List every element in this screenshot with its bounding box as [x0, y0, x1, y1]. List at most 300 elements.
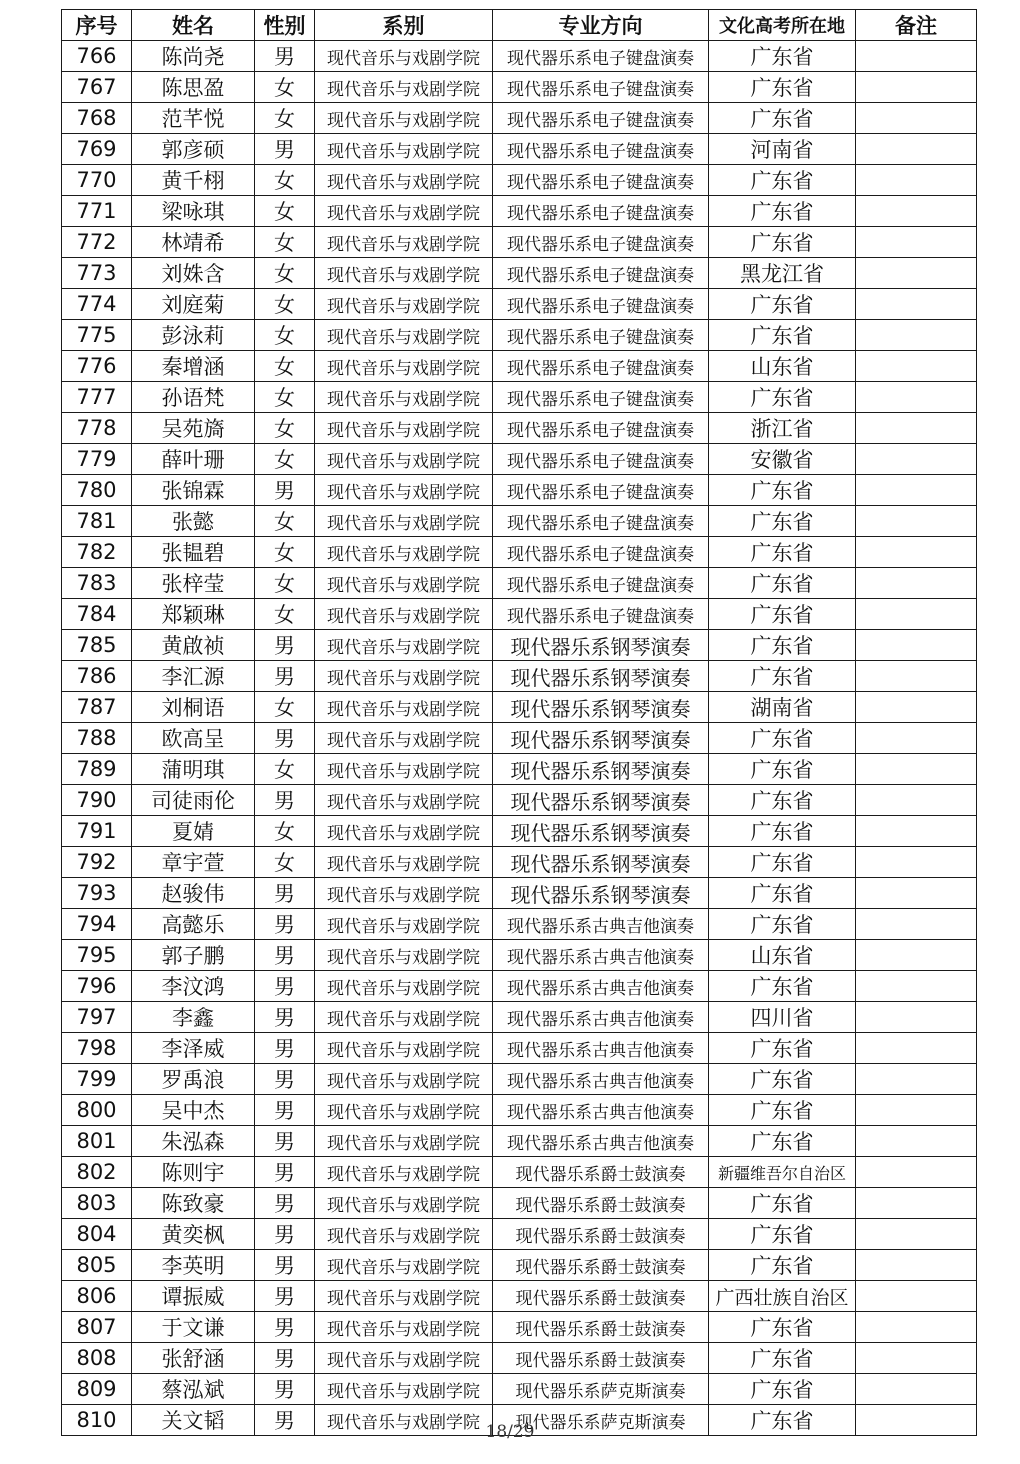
cell-major: 现代器乐系钢琴演奏	[493, 878, 709, 909]
cell-no: 784	[62, 599, 132, 630]
cell-name: 彭泳莉	[132, 320, 255, 351]
cell-no: 799	[62, 1064, 132, 1095]
table-row	[62, 351, 977, 382]
cell-major: 现代器乐系钢琴演奏	[493, 630, 709, 661]
cell-remark	[856, 1374, 977, 1405]
cell-name: 吴苑旖	[132, 413, 255, 444]
cell-region: 新疆维吾尔自治区	[709, 1157, 856, 1188]
cell-dept: 现代音乐与戏剧学院	[315, 196, 493, 227]
cell-name: 梁咏琪	[132, 196, 255, 227]
cell-gender: 男	[255, 723, 315, 754]
cell-dept: 现代音乐与戏剧学院	[315, 320, 493, 351]
cell-dept: 现代音乐与戏剧学院	[315, 723, 493, 754]
cell-gender: 男	[255, 909, 315, 940]
cell-gender: 男	[255, 630, 315, 661]
cell-name: 蒲明琪	[132, 754, 255, 785]
cell-dept: 现代音乐与戏剧学院	[315, 134, 493, 165]
cell-gender: 男	[255, 134, 315, 165]
cell-gender: 女	[255, 692, 315, 723]
cell-dept: 现代音乐与戏剧学院	[315, 816, 493, 847]
cell-gender: 男	[255, 1033, 315, 1064]
cell-dept: 现代音乐与戏剧学院	[315, 1126, 493, 1157]
table-row	[62, 661, 977, 692]
cell-region: 广东省	[709, 227, 856, 258]
cell-major: 现代器乐系萨克斯演奏	[493, 1374, 709, 1405]
cell-no: 775	[62, 320, 132, 351]
cell-region: 广西壮族自治区	[709, 1281, 856, 1312]
cell-dept: 现代音乐与戏剧学院	[315, 630, 493, 661]
cell-major: 现代器乐系古典吉他演奏	[493, 1064, 709, 1095]
cell-name: 张舒涵	[132, 1343, 255, 1374]
table-row	[62, 1343, 977, 1374]
cell-no: 766	[62, 41, 132, 72]
cell-name: 高懿乐	[132, 909, 255, 940]
cell-major: 现代器乐系电子键盘演奏	[493, 258, 709, 289]
table-row	[62, 1095, 977, 1126]
cell-name: 张韫碧	[132, 537, 255, 568]
cell-no: 806	[62, 1281, 132, 1312]
cell-gender: 女	[255, 289, 315, 320]
cell-remark	[856, 909, 977, 940]
cell-remark	[856, 537, 977, 568]
cell-remark	[856, 382, 977, 413]
cell-remark	[856, 630, 977, 661]
cell-region: 广东省	[709, 1343, 856, 1374]
cell-region: 湖南省	[709, 692, 856, 723]
cell-region: 广东省	[709, 1126, 856, 1157]
cell-dept: 现代音乐与戏剧学院	[315, 1188, 493, 1219]
cell-no: 793	[62, 878, 132, 909]
table-row	[62, 909, 977, 940]
cell-no: 786	[62, 661, 132, 692]
cell-dept: 现代音乐与戏剧学院	[315, 661, 493, 692]
cell-remark	[856, 692, 977, 723]
cell-major: 现代器乐系古典吉他演奏	[493, 971, 709, 1002]
cell-dept: 现代音乐与戏剧学院	[315, 537, 493, 568]
cell-dept: 现代音乐与戏剧学院	[315, 1281, 493, 1312]
table-row	[62, 1250, 977, 1281]
cell-gender: 女	[255, 320, 315, 351]
cell-gender: 男	[255, 1405, 315, 1436]
cell-name: 孙语梵	[132, 382, 255, 413]
table-row	[62, 1033, 977, 1064]
cell-region: 浙江省	[709, 413, 856, 444]
header-remark: 备注	[856, 10, 977, 41]
cell-region: 广东省	[709, 1312, 856, 1343]
cell-remark	[856, 599, 977, 630]
table-row	[62, 723, 977, 754]
table-row	[62, 258, 977, 289]
cell-region: 广东省	[709, 165, 856, 196]
cell-dept: 现代音乐与戏剧学院	[315, 1064, 493, 1095]
cell-name: 张梓莹	[132, 568, 255, 599]
cell-name: 张懿	[132, 506, 255, 537]
cell-remark	[856, 568, 977, 599]
cell-remark	[856, 475, 977, 506]
cell-name: 夏婧	[132, 816, 255, 847]
cell-major: 现代器乐系钢琴演奏	[493, 754, 709, 785]
cell-major: 现代器乐系电子键盘演奏	[493, 72, 709, 103]
cell-name: 李鑫	[132, 1002, 255, 1033]
cell-no: 792	[62, 847, 132, 878]
cell-name: 郭子鹏	[132, 940, 255, 971]
cell-dept: 现代音乐与戏剧学院	[315, 1095, 493, 1126]
table-row	[62, 1064, 977, 1095]
cell-dept: 现代音乐与戏剧学院	[315, 878, 493, 909]
table-row	[62, 196, 977, 227]
cell-major: 现代器乐系电子键盘演奏	[493, 103, 709, 134]
cell-remark	[856, 1095, 977, 1126]
table-row	[62, 1126, 977, 1157]
cell-name: 范芊悦	[132, 103, 255, 134]
cell-major: 现代器乐系电子键盘演奏	[493, 506, 709, 537]
cell-name: 关文韬	[132, 1405, 255, 1436]
cell-region: 广东省	[709, 1405, 856, 1436]
cell-name: 陈思盈	[132, 72, 255, 103]
cell-no: 804	[62, 1219, 132, 1250]
cell-name: 黄奕枫	[132, 1219, 255, 1250]
cell-remark	[856, 1343, 977, 1374]
cell-major: 现代器乐系萨克斯演奏	[493, 1405, 709, 1436]
table-row	[62, 1188, 977, 1219]
cell-region: 广东省	[709, 909, 856, 940]
cell-gender: 女	[255, 227, 315, 258]
cell-remark	[856, 444, 977, 475]
cell-dept: 现代音乐与戏剧学院	[315, 103, 493, 134]
cell-gender: 男	[255, 1126, 315, 1157]
cell-remark	[856, 196, 977, 227]
cell-no: 768	[62, 103, 132, 134]
cell-region: 广东省	[709, 754, 856, 785]
cell-remark	[856, 1033, 977, 1064]
header-dept: 系别	[315, 10, 493, 41]
cell-name: 黄千栩	[132, 165, 255, 196]
cell-major: 现代器乐系爵士鼓演奏	[493, 1219, 709, 1250]
cell-major: 现代器乐系电子键盘演奏	[493, 320, 709, 351]
cell-name: 陈尚尧	[132, 41, 255, 72]
cell-major: 现代器乐系爵士鼓演奏	[493, 1157, 709, 1188]
cell-region: 广东省	[709, 196, 856, 227]
cell-dept: 现代音乐与戏剧学院	[315, 41, 493, 72]
cell-region: 广东省	[709, 289, 856, 320]
cell-major: 现代器乐系电子键盘演奏	[493, 289, 709, 320]
cell-no: 810	[62, 1405, 132, 1436]
cell-region: 广东省	[709, 568, 856, 599]
cell-remark	[856, 320, 977, 351]
cell-name: 李汇源	[132, 661, 255, 692]
cell-name: 刘庭菊	[132, 289, 255, 320]
cell-dept: 现代音乐与戏剧学院	[315, 1157, 493, 1188]
cell-gender: 女	[255, 413, 315, 444]
cell-name: 朱泓森	[132, 1126, 255, 1157]
cell-remark	[856, 134, 977, 165]
cell-dept: 现代音乐与戏剧学院	[315, 475, 493, 506]
table-row	[62, 1281, 977, 1312]
cell-remark	[856, 971, 977, 1002]
cell-dept: 现代音乐与戏剧学院	[315, 785, 493, 816]
cell-region: 广东省	[709, 847, 856, 878]
cell-dept: 现代音乐与戏剧学院	[315, 847, 493, 878]
cell-no: 774	[62, 289, 132, 320]
cell-major: 现代器乐系电子键盘演奏	[493, 196, 709, 227]
cell-remark	[856, 847, 977, 878]
cell-name: 陈则宇	[132, 1157, 255, 1188]
roster-table	[61, 9, 977, 1436]
cell-gender: 男	[255, 1188, 315, 1219]
cell-remark	[856, 878, 977, 909]
cell-gender: 男	[255, 1002, 315, 1033]
cell-dept: 现代音乐与戏剧学院	[315, 1405, 493, 1436]
cell-remark	[856, 1250, 977, 1281]
cell-remark	[856, 1281, 977, 1312]
cell-gender: 男	[255, 1095, 315, 1126]
cell-major: 现代器乐系爵士鼓演奏	[493, 1281, 709, 1312]
cell-name: 蔡泓斌	[132, 1374, 255, 1405]
cell-no: 800	[62, 1095, 132, 1126]
cell-region: 广东省	[709, 661, 856, 692]
cell-no: 783	[62, 568, 132, 599]
cell-dept: 现代音乐与戏剧学院	[315, 1219, 493, 1250]
cell-no: 770	[62, 165, 132, 196]
cell-region: 山东省	[709, 351, 856, 382]
header-row	[62, 10, 977, 41]
cell-major: 现代器乐系爵士鼓演奏	[493, 1250, 709, 1281]
cell-no: 767	[62, 72, 132, 103]
cell-name: 刘桐语	[132, 692, 255, 723]
cell-no: 777	[62, 382, 132, 413]
cell-remark	[856, 1188, 977, 1219]
cell-gender: 男	[255, 1250, 315, 1281]
cell-region: 安徽省	[709, 444, 856, 475]
cell-gender: 男	[255, 41, 315, 72]
cell-gender: 男	[255, 1281, 315, 1312]
cell-dept: 现代音乐与戏剧学院	[315, 1374, 493, 1405]
cell-no: 790	[62, 785, 132, 816]
cell-dept: 现代音乐与戏剧学院	[315, 1002, 493, 1033]
cell-no: 794	[62, 909, 132, 940]
cell-gender: 女	[255, 754, 315, 785]
cell-no: 805	[62, 1250, 132, 1281]
cell-no: 808	[62, 1343, 132, 1374]
cell-no: 809	[62, 1374, 132, 1405]
cell-name: 张锦霖	[132, 475, 255, 506]
table-row	[62, 41, 977, 72]
cell-no: 776	[62, 351, 132, 382]
cell-gender: 女	[255, 568, 315, 599]
cell-name: 赵骏伟	[132, 878, 255, 909]
cell-gender: 女	[255, 382, 315, 413]
cell-gender: 女	[255, 351, 315, 382]
cell-name: 黄啟祯	[132, 630, 255, 661]
cell-no: 803	[62, 1188, 132, 1219]
table-row	[62, 847, 977, 878]
cell-major: 现代器乐系古典吉他演奏	[493, 940, 709, 971]
cell-remark	[856, 41, 977, 72]
cell-gender: 男	[255, 1064, 315, 1095]
cell-region: 山东省	[709, 940, 856, 971]
cell-gender: 男	[255, 1157, 315, 1188]
header-gender: 性别	[255, 10, 315, 41]
cell-dept: 现代音乐与戏剧学院	[315, 1343, 493, 1374]
cell-gender: 男	[255, 661, 315, 692]
table-row	[62, 475, 977, 506]
cell-gender: 男	[255, 1343, 315, 1374]
cell-region: 广东省	[709, 878, 856, 909]
cell-dept: 现代音乐与戏剧学院	[315, 1312, 493, 1343]
cell-major: 现代器乐系电子键盘演奏	[493, 134, 709, 165]
cell-major: 现代器乐系古典吉他演奏	[493, 1002, 709, 1033]
cell-region: 广东省	[709, 1188, 856, 1219]
cell-dept: 现代音乐与戏剧学院	[315, 599, 493, 630]
cell-region: 广东省	[709, 41, 856, 72]
cell-major: 现代器乐系古典吉他演奏	[493, 909, 709, 940]
table-row	[62, 630, 977, 661]
cell-remark	[856, 1219, 977, 1250]
cell-no: 796	[62, 971, 132, 1002]
cell-region: 广东省	[709, 475, 856, 506]
cell-name: 司徒雨伦	[132, 785, 255, 816]
cell-no: 798	[62, 1033, 132, 1064]
cell-name: 谭振威	[132, 1281, 255, 1312]
cell-major: 现代器乐系电子键盘演奏	[493, 475, 709, 506]
cell-no: 771	[62, 196, 132, 227]
cell-region: 广东省	[709, 103, 856, 134]
table-row	[62, 382, 977, 413]
cell-gender: 男	[255, 1374, 315, 1405]
header-major: 专业方向	[493, 10, 709, 41]
cell-name: 欧高呈	[132, 723, 255, 754]
cell-dept: 现代音乐与戏剧学院	[315, 754, 493, 785]
cell-no: 781	[62, 506, 132, 537]
cell-major: 现代器乐系钢琴演奏	[493, 785, 709, 816]
cell-major: 现代器乐系电子键盘演奏	[493, 568, 709, 599]
cell-remark	[856, 506, 977, 537]
cell-dept: 现代音乐与戏剧学院	[315, 227, 493, 258]
cell-dept: 现代音乐与戏剧学院	[315, 289, 493, 320]
cell-gender: 男	[255, 940, 315, 971]
cell-region: 广东省	[709, 1033, 856, 1064]
cell-dept: 现代音乐与戏剧学院	[315, 72, 493, 103]
cell-major: 现代器乐系爵士鼓演奏	[493, 1188, 709, 1219]
cell-major: 现代器乐系电子键盘演奏	[493, 351, 709, 382]
cell-gender: 男	[255, 1312, 315, 1343]
table-row	[62, 134, 977, 165]
cell-remark	[856, 723, 977, 754]
cell-major: 现代器乐系爵士鼓演奏	[493, 1312, 709, 1343]
cell-region: 广东省	[709, 1250, 856, 1281]
cell-gender: 男	[255, 971, 315, 1002]
cell-no: 772	[62, 227, 132, 258]
cell-region: 广东省	[709, 599, 856, 630]
cell-major: 现代器乐系电子键盘演奏	[493, 382, 709, 413]
cell-gender: 女	[255, 258, 315, 289]
cell-dept: 现代音乐与戏剧学院	[315, 413, 493, 444]
cell-region: 广东省	[709, 971, 856, 1002]
cell-gender: 女	[255, 599, 315, 630]
table-row	[62, 227, 977, 258]
cell-no: 789	[62, 754, 132, 785]
cell-gender: 女	[255, 506, 315, 537]
cell-major: 现代器乐系电子键盘演奏	[493, 444, 709, 475]
table-row	[62, 537, 977, 568]
cell-dept: 现代音乐与戏剧学院	[315, 692, 493, 723]
cell-remark	[856, 816, 977, 847]
table-row	[62, 568, 977, 599]
table-row	[62, 1002, 977, 1033]
cell-name: 秦增涵	[132, 351, 255, 382]
table-row	[62, 1312, 977, 1343]
cell-gender: 女	[255, 72, 315, 103]
cell-name: 林靖希	[132, 227, 255, 258]
cell-name: 李英明	[132, 1250, 255, 1281]
cell-gender: 女	[255, 165, 315, 196]
cell-gender: 男	[255, 785, 315, 816]
table-row	[62, 413, 977, 444]
cell-name: 薛叶珊	[132, 444, 255, 475]
cell-major: 现代器乐系钢琴演奏	[493, 661, 709, 692]
cell-region: 河南省	[709, 134, 856, 165]
cell-region: 广东省	[709, 630, 856, 661]
cell-name: 于文谦	[132, 1312, 255, 1343]
cell-remark	[856, 661, 977, 692]
table-row	[62, 599, 977, 630]
cell-remark	[856, 413, 977, 444]
cell-no: 788	[62, 723, 132, 754]
cell-remark	[856, 227, 977, 258]
table-row	[62, 785, 977, 816]
cell-remark	[856, 72, 977, 103]
cell-major: 现代器乐系电子键盘演奏	[493, 41, 709, 72]
cell-dept: 现代音乐与戏剧学院	[315, 1033, 493, 1064]
table-row	[62, 103, 977, 134]
header-name: 姓名	[132, 10, 255, 41]
table-row	[62, 289, 977, 320]
cell-no: 802	[62, 1157, 132, 1188]
table-row	[62, 444, 977, 475]
cell-major: 现代器乐系钢琴演奏	[493, 847, 709, 878]
cell-remark	[856, 103, 977, 134]
cell-no: 773	[62, 258, 132, 289]
cell-region: 广东省	[709, 723, 856, 754]
cell-major: 现代器乐系电子键盘演奏	[493, 165, 709, 196]
cell-no: 791	[62, 816, 132, 847]
cell-name: 郑颖琳	[132, 599, 255, 630]
cell-remark	[856, 289, 977, 320]
table-row	[62, 754, 977, 785]
cell-region: 广东省	[709, 1064, 856, 1095]
header-region: 文化高考所在地	[709, 10, 856, 41]
cell-remark	[856, 165, 977, 196]
page-number: 18/29	[485, 1422, 535, 1442]
cell-region: 广东省	[709, 816, 856, 847]
cell-major: 现代器乐系古典吉他演奏	[493, 1126, 709, 1157]
cell-dept: 现代音乐与戏剧学院	[315, 909, 493, 940]
cell-no: 787	[62, 692, 132, 723]
cell-name: 郭彦硕	[132, 134, 255, 165]
cell-dept: 现代音乐与戏剧学院	[315, 165, 493, 196]
cell-major: 现代器乐系古典吉他演奏	[493, 1033, 709, 1064]
cell-no: 795	[62, 940, 132, 971]
cell-name: 罗禹浪	[132, 1064, 255, 1095]
cell-dept: 现代音乐与戏剧学院	[315, 351, 493, 382]
header-no: 序号	[62, 10, 132, 41]
cell-region: 四川省	[709, 1002, 856, 1033]
roster-body	[62, 41, 977, 1436]
cell-gender: 女	[255, 847, 315, 878]
cell-no: 801	[62, 1126, 132, 1157]
table-row	[62, 165, 977, 196]
cell-dept: 现代音乐与戏剧学院	[315, 971, 493, 1002]
